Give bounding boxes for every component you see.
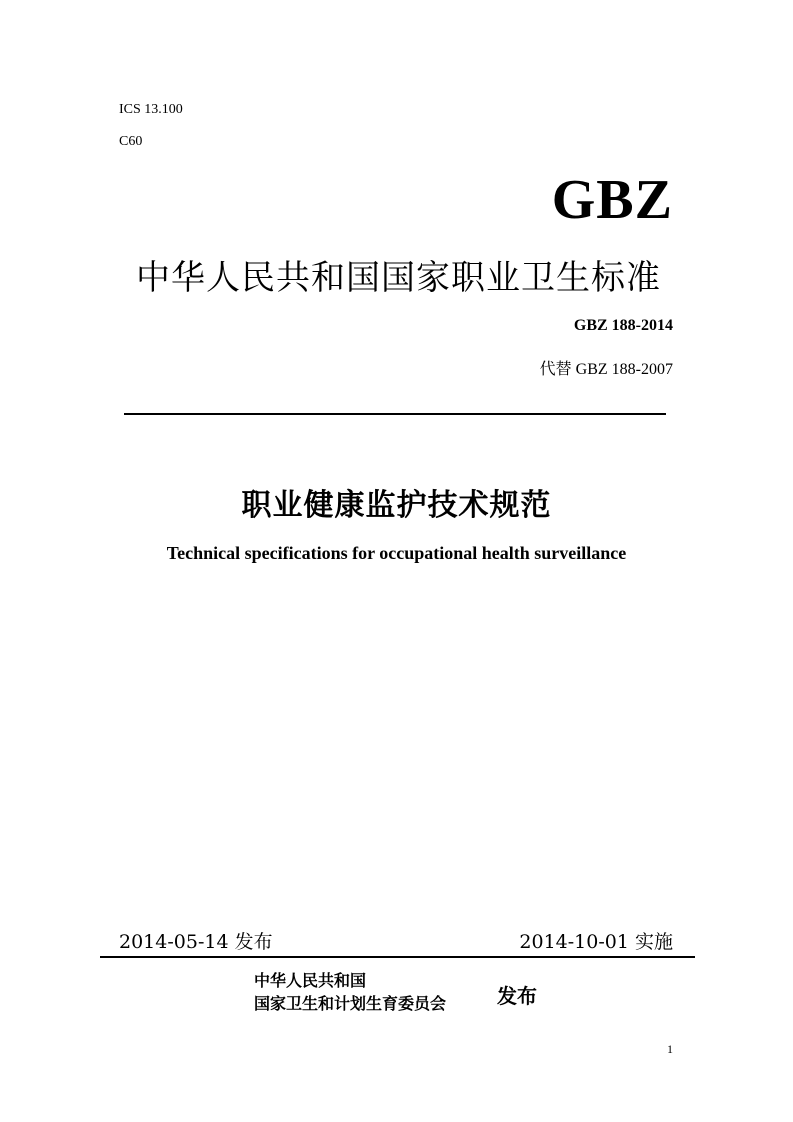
document-title-en: Technical specifications for occupational health surveillance — [166, 543, 627, 563]
replaces-standard: 代替 GBZ 188-2007 — [539, 361, 673, 378]
implementation-date: 2014-10-01 实施 — [519, 931, 673, 953]
page-number: 1 — [667, 1042, 673, 1056]
standard-brand: GBZ — [551, 169, 673, 231]
document-title-zh: 职业健康监护技术规范 — [241, 488, 552, 523]
issue-date: 2014-05-14 发布 — [119, 931, 273, 953]
standard-category-title: 中华人民共和国国家职业卫生标准 — [136, 258, 661, 298]
issuer-line-1: 中华人民共和国 — [254, 971, 367, 990]
ccs-code: C60 — [119, 134, 143, 149]
publish-label: 发布 — [497, 984, 537, 1008]
ics-code: ICS 13.100 — [119, 102, 183, 117]
bottom-divider — [100, 956, 695, 958]
top-divider — [124, 413, 666, 415]
standard-number: GBZ 188-2014 — [573, 317, 673, 334]
issuer-line-2: 国家卫生和计划生育委员会 — [254, 994, 447, 1013]
